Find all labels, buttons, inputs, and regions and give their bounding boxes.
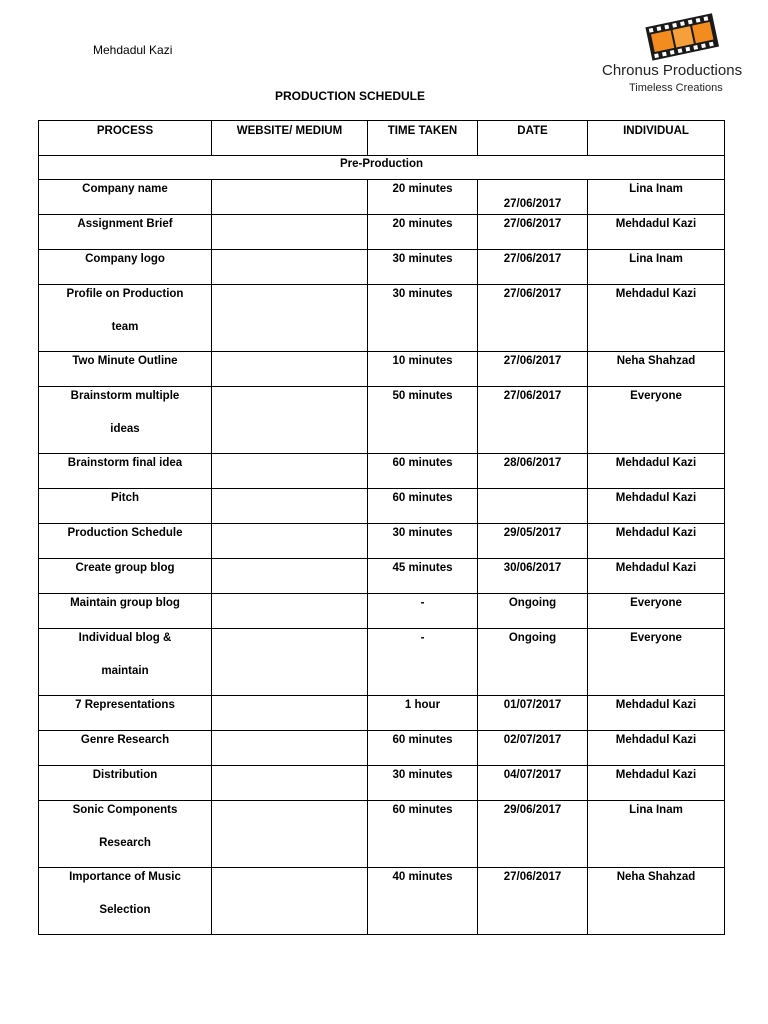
cell-medium <box>212 489 368 524</box>
table-row <box>39 559 725 594</box>
process-line: Profile on Production <box>66 288 184 300</box>
cell-time: 45 minutes <box>368 559 478 594</box>
cell-medium <box>212 594 368 629</box>
cell-time: 30 minutes <box>368 250 478 285</box>
process-line: Brainstorm multiple <box>70 390 180 402</box>
process-line: team <box>111 321 139 333</box>
cell-medium <box>212 696 368 731</box>
film-strip-icon <box>642 8 722 64</box>
cell-time: 20 minutes <box>368 180 478 215</box>
table-row <box>39 250 725 285</box>
cell-time: 50 minutes <box>368 387 478 454</box>
cell-time: 60 minutes <box>368 454 478 489</box>
cell-date: 29/06/2017 <box>478 801 588 868</box>
cell-individual: Mehdadul Kazi <box>588 285 725 352</box>
cell-time: 1 hour <box>368 696 478 731</box>
cell-process <box>39 387 212 454</box>
cell-process: Company name <box>39 180 212 215</box>
cell-process: 7 Representations <box>39 696 212 731</box>
table-row <box>39 594 725 629</box>
cell-time: 30 minutes <box>368 524 478 559</box>
cell-date: Ongoing <box>478 594 588 629</box>
cell-date: 27/06/2017 <box>478 387 588 454</box>
table-row <box>39 352 725 387</box>
company-logo <box>598 8 763 98</box>
table-row <box>39 731 725 766</box>
cell-time: 60 minutes <box>368 731 478 766</box>
cell-individual: Mehdadul Kazi <box>588 524 725 559</box>
cell-process: Assignment Brief <box>39 215 212 250</box>
cell-individual: Mehdadul Kazi <box>588 696 725 731</box>
cell-medium <box>212 285 368 352</box>
table-row <box>39 180 725 215</box>
table-row <box>39 387 725 454</box>
cell-individual: Mehdadul Kazi <box>588 454 725 489</box>
cell-individual: Mehdadul Kazi <box>588 215 725 250</box>
cell-date: 27/06/2017 <box>478 215 588 250</box>
cell-time: 60 minutes <box>368 489 478 524</box>
document-title: PRODUCTION SCHEDULE <box>274 89 425 103</box>
table-row <box>39 629 725 696</box>
header-individual: INDIVIDUAL <box>588 121 725 156</box>
cell-medium <box>212 454 368 489</box>
cell-time: - <box>368 594 478 629</box>
header-medium: WEBSITE/ MEDIUM <box>212 121 368 156</box>
cell-process: Pitch <box>39 489 212 524</box>
table-row <box>39 868 725 935</box>
cell-medium <box>212 524 368 559</box>
cell-process <box>39 285 212 352</box>
cell-process: Distribution <box>39 766 212 801</box>
table-row <box>39 489 725 524</box>
process-line: Selection <box>99 904 151 916</box>
table-row <box>39 454 725 489</box>
cell-time: 30 minutes <box>368 766 478 801</box>
section-row <box>39 156 725 180</box>
process-line: Research <box>99 837 151 849</box>
section-label: Pre-Production <box>39 156 725 180</box>
cell-individual: Neha Shahzad <box>588 868 725 935</box>
cell-time: 20 minutes <box>368 215 478 250</box>
cell-date: Ongoing <box>478 629 588 696</box>
cell-time: 60 minutes <box>368 801 478 868</box>
cell-individual: Everyone <box>588 629 725 696</box>
logo-company-name: Chronus Productions <box>602 62 743 79</box>
cell-process <box>39 629 212 696</box>
cell-process <box>39 801 212 868</box>
cell-individual: Everyone <box>588 594 725 629</box>
cell-medium <box>212 215 368 250</box>
cell-process: Production Schedule <box>39 524 212 559</box>
table-row <box>39 696 725 731</box>
table-row <box>39 766 725 801</box>
process-line: ideas <box>110 423 140 435</box>
table-row <box>39 524 725 559</box>
cell-process: Two Minute Outline <box>39 352 212 387</box>
process-line: Individual blog & <box>78 632 172 644</box>
cell-process: Brainstorm final idea <box>39 454 212 489</box>
cell-individual: Neha Shahzad <box>588 352 725 387</box>
cell-date: 27/06/2017 <box>478 352 588 387</box>
author-name: Mehdadul Kazi <box>93 43 173 57</box>
header-time: TIME TAKEN <box>368 121 478 156</box>
table-row <box>39 285 725 352</box>
cell-date: 27/06/2017 <box>478 285 588 352</box>
table-row <box>39 801 725 868</box>
header-date: DATE <box>478 121 588 156</box>
cell-individual: Mehdadul Kazi <box>588 559 725 594</box>
cell-date: 29/05/2017 <box>478 524 588 559</box>
cell-medium <box>212 352 368 387</box>
cell-individual: Lina Inam <box>588 180 725 215</box>
process-line: Sonic Components <box>72 804 178 816</box>
cell-time: 30 minutes <box>368 285 478 352</box>
cell-individual: Everyone <box>588 387 725 454</box>
cell-medium <box>212 868 368 935</box>
cell-date: 28/06/2017 <box>478 454 588 489</box>
process-line: maintain <box>101 665 149 677</box>
cell-date: 02/07/2017 <box>478 731 588 766</box>
cell-process: Genre Research <box>39 731 212 766</box>
schedule-table <box>38 120 725 935</box>
cell-medium <box>212 180 368 215</box>
cell-process: Company logo <box>39 250 212 285</box>
logo-tagline: Timeless Creations <box>629 82 723 94</box>
cell-time: 10 minutes <box>368 352 478 387</box>
cell-time: 40 minutes <box>368 868 478 935</box>
cell-medium <box>212 250 368 285</box>
process-line: Importance of Music <box>69 871 181 883</box>
header-process: PROCESS <box>39 121 212 156</box>
cell-date <box>478 489 588 524</box>
cell-medium <box>212 801 368 868</box>
cell-individual: Lina Inam <box>588 250 725 285</box>
cell-individual: Mehdadul Kazi <box>588 766 725 801</box>
cell-date: 01/07/2017 <box>478 696 588 731</box>
cell-date: 30/06/2017 <box>478 559 588 594</box>
cell-date: 04/07/2017 <box>478 766 588 801</box>
cell-date: 27/06/2017 <box>478 868 588 935</box>
table-header-row <box>39 121 725 156</box>
cell-individual: Mehdadul Kazi <box>588 489 725 524</box>
cell-medium <box>212 766 368 801</box>
cell-date: 27/06/2017 <box>478 250 588 285</box>
cell-time: - <box>368 629 478 696</box>
cell-process: Maintain group blog <box>39 594 212 629</box>
cell-individual: Lina Inam <box>588 801 725 868</box>
cell-individual: Mehdadul Kazi <box>588 731 725 766</box>
cell-process: Create group blog <box>39 559 212 594</box>
cell-process <box>39 868 212 935</box>
cell-date: 27/06/2017 <box>478 180 588 215</box>
table-row <box>39 215 725 250</box>
cell-medium <box>212 731 368 766</box>
cell-medium <box>212 387 368 454</box>
cell-medium <box>212 559 368 594</box>
cell-medium <box>212 629 368 696</box>
